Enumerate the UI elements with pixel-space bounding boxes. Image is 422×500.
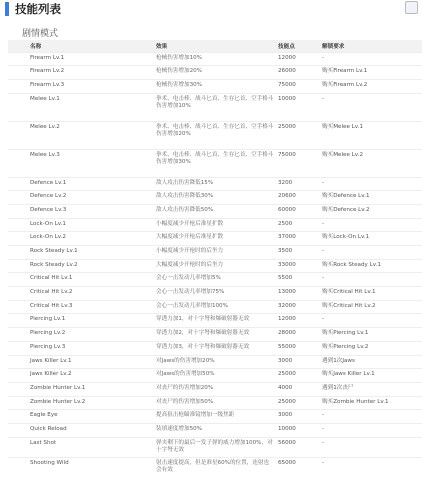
skill-points: 65000 bbox=[278, 459, 296, 466]
skill-effect: 拳术、电击棒、战斗匕首、生存匕首、空手格斗伤害增加10% bbox=[156, 95, 274, 109]
col-requirement-header: 解锁要求 bbox=[322, 43, 345, 50]
skill-points: 75000 bbox=[278, 81, 296, 88]
skill-name: Melee Lv.3 bbox=[30, 151, 60, 158]
skill-points: 75000 bbox=[278, 151, 296, 158]
page-title: 技能列表 bbox=[15, 2, 61, 16]
skill-effect: 拳术、电击棒、战斗匕首、生存匕首、空手格斗伤害增加20% bbox=[156, 123, 274, 137]
skills-table bbox=[8, 40, 422, 477]
skill-requirement: - bbox=[322, 316, 325, 323]
table-row bbox=[8, 369, 422, 383]
skill-effect: 穿透力加1，对十字弩和爆破射器无效 bbox=[156, 316, 250, 323]
skill-requirement: - bbox=[322, 425, 325, 432]
skill-requirement: 购买Firearm Lv.1 bbox=[322, 68, 368, 75]
skill-name: Piercing Lv.2 bbox=[30, 330, 66, 337]
skill-name: Melee Lv.2 bbox=[30, 123, 60, 130]
skill-name: Defence Lv.3 bbox=[30, 206, 67, 213]
table-row bbox=[8, 328, 422, 342]
skill-requirement: 购买Defence Lv.2 bbox=[322, 206, 370, 213]
skill-points: 56000 bbox=[278, 439, 296, 446]
skill-name: Jaws Killer Lv.1 bbox=[30, 357, 72, 364]
table-row bbox=[8, 382, 422, 396]
skill-effect: 对Jaws的伤害增加50% bbox=[156, 371, 215, 378]
skill-requirement: 购买Piercing Lv.1 bbox=[322, 330, 369, 337]
skill-effect: 小幅度减少开枪时的后坐力 bbox=[156, 248, 224, 254]
skill-name: Lock-On Lv.1 bbox=[30, 220, 66, 227]
table-row bbox=[8, 341, 422, 355]
skill-requirement: 购买Melee Lv.2 bbox=[322, 151, 363, 158]
skill-effect: 对丧尸的伤害增加50% bbox=[156, 398, 214, 405]
table-row bbox=[8, 355, 422, 369]
skill-points: 5500 bbox=[278, 275, 293, 282]
skill-effect: 弹夹剩下的最后一发子弹的威力增加100%，对十字弩无效 bbox=[156, 439, 273, 453]
skill-points: 10000 bbox=[278, 95, 296, 102]
skill-name: Zombie Hunter Lv.1 bbox=[30, 384, 86, 391]
expand-icon[interactable] bbox=[405, 1, 418, 14]
skill-requirement: 购买Critical Hit Lv.2 bbox=[322, 302, 376, 309]
skill-name: Critical Hit Lv.2 bbox=[30, 289, 73, 296]
skill-requirement: 购买Rock Steady Lv.1 bbox=[322, 261, 381, 268]
skill-points: 32000 bbox=[278, 302, 296, 309]
skill-points: 10000 bbox=[278, 425, 296, 432]
table-row bbox=[8, 259, 422, 273]
skill-name: Defence Lv.1 bbox=[30, 179, 67, 186]
skill-points: 25000 bbox=[278, 371, 296, 378]
skill-name: Piercing Lv.1 bbox=[30, 316, 66, 323]
skill-requirement: 购买Defence Lv.1 bbox=[322, 193, 370, 200]
skill-effect: 枪械伤害增加30% bbox=[156, 81, 202, 88]
table-row bbox=[8, 177, 422, 191]
skill-effect: 会心一击发动几率增加100% bbox=[156, 302, 228, 309]
skill-effect: 枪械伤害增加20% bbox=[156, 68, 202, 75]
skill-requirement: 遇到1次丧尸 bbox=[322, 384, 354, 391]
skill-name: Defence Lv.2 bbox=[30, 193, 67, 200]
skill-points: 33000 bbox=[278, 261, 296, 268]
col-points-header: 技能点 bbox=[278, 43, 295, 50]
skill-points: 25000 bbox=[278, 398, 296, 405]
header-accent-bar bbox=[5, 2, 9, 16]
table-row bbox=[8, 66, 422, 80]
skill-name: Last Shot bbox=[30, 439, 57, 446]
skill-points: 3000 bbox=[278, 357, 293, 364]
skill-points: 13000 bbox=[278, 289, 296, 296]
skill-effect: 射击速度提高，但是准星60%的位置，连射也会有效 bbox=[156, 459, 270, 473]
skill-points: 20600 bbox=[278, 193, 296, 200]
skill-name: Zombie Hunter Lv.2 bbox=[30, 398, 86, 405]
skill-effect: 穿透力加3，对十字弩和爆破射器无效 bbox=[156, 343, 250, 350]
skill-name: Firearm Lv.2 bbox=[30, 68, 65, 75]
skill-points: 28000 bbox=[278, 330, 296, 337]
skill-points: 3200 bbox=[278, 179, 293, 186]
skill-effect: 装填速度增加50% bbox=[156, 425, 202, 432]
skill-requirement: - bbox=[322, 95, 325, 102]
skill-requirement: 遇到1次Jaws bbox=[322, 357, 355, 364]
skill-requirement: - bbox=[322, 54, 325, 61]
skill-points: 3500 bbox=[278, 248, 293, 254]
skill-requirement: - bbox=[322, 179, 325, 186]
skill-name: Melee Lv.1 bbox=[30, 95, 60, 102]
skill-name: Rock Steady Lv.1 bbox=[30, 248, 78, 254]
skill-requirement: 购买Zombie Hunter Lv.1 bbox=[322, 398, 389, 405]
skill-points: 12000 bbox=[278, 54, 296, 61]
table-header-row bbox=[8, 40, 422, 52]
table-row bbox=[8, 273, 422, 287]
skill-requirement: 购买Jaws Killer Lv.1 bbox=[322, 371, 375, 378]
skill-name: Lock-On Lv.2 bbox=[30, 234, 66, 241]
table-row bbox=[8, 218, 422, 232]
skill-name: Firearm Lv.1 bbox=[30, 54, 65, 61]
skill-effect: 枪械伤害增加10% bbox=[156, 54, 202, 61]
table-row bbox=[8, 410, 422, 424]
skill-name: Critical Hit Lv.3 bbox=[30, 302, 73, 309]
col-name-header: 名称 bbox=[30, 43, 42, 50]
table-row bbox=[8, 437, 422, 457]
skill-requirement: - bbox=[322, 412, 325, 419]
col-effect-header: 效果 bbox=[156, 43, 168, 50]
table-row bbox=[8, 457, 422, 477]
skill-name: Rock Steady Lv.2 bbox=[30, 261, 78, 268]
table-row bbox=[8, 287, 422, 301]
skill-name: Piercing Lv.3 bbox=[30, 343, 66, 350]
skill-requirement: - bbox=[322, 248, 325, 254]
skill-name: Eagle Eye bbox=[30, 412, 58, 419]
skill-effect: 穿透力加2，对十字弩和爆破射器无效 bbox=[156, 330, 250, 337]
skill-points: 60000 bbox=[278, 206, 296, 213]
skill-name: Jaws Killer Lv.2 bbox=[30, 371, 72, 378]
skill-points: 55000 bbox=[278, 343, 296, 350]
table-row bbox=[8, 121, 422, 149]
table-row bbox=[8, 149, 422, 177]
table-row bbox=[8, 191, 422, 205]
skill-requirement: - bbox=[322, 459, 325, 466]
skill-requirement: 购买Critical Hit Lv.1 bbox=[322, 289, 376, 296]
table-row bbox=[8, 314, 422, 328]
skill-effect: 提高狙击枪瞄准镜增加一级焦距 bbox=[156, 412, 235, 419]
skill-requirement: 购买Piercing Lv.2 bbox=[322, 343, 369, 350]
section-title: 剧情模式 bbox=[22, 29, 59, 39]
table-row bbox=[8, 246, 422, 260]
skill-requirement: 购买Lock-On Lv.1 bbox=[322, 234, 370, 241]
skill-effect: 会心一击发动几率增加75% bbox=[156, 289, 225, 296]
skill-requirement: - bbox=[322, 275, 325, 282]
skill-points: 37000 bbox=[278, 234, 296, 241]
skill-points: 26000 bbox=[278, 68, 296, 75]
table-row bbox=[8, 93, 422, 121]
skill-effect: 小幅度减少开枪后准星扩散 bbox=[156, 220, 224, 227]
skill-requirement: 购买Firearm Lv.2 bbox=[322, 81, 368, 88]
skill-name: Shooting Wild bbox=[30, 459, 69, 466]
skill-points: 3000 bbox=[278, 412, 293, 419]
table-row bbox=[8, 52, 422, 66]
skill-name: Critical Hit Lv.1 bbox=[30, 275, 73, 282]
skill-effect: 大幅度减少开枪时的后坐力 bbox=[156, 261, 224, 268]
skill-name: Quick Reload bbox=[30, 425, 67, 432]
skill-points: 4000 bbox=[278, 384, 293, 391]
skill-effect: 敌人攻击伤害降低30% bbox=[156, 193, 214, 200]
skill-effect: 对Jaws的伤害增加20% bbox=[156, 357, 215, 364]
table-row bbox=[8, 232, 422, 246]
skill-points: 12000 bbox=[278, 316, 296, 323]
skill-effect: 敌人攻击伤害降低15% bbox=[156, 179, 214, 186]
table-row bbox=[8, 204, 422, 218]
skill-points: 2500 bbox=[278, 220, 293, 227]
skill-effect: 对丧尸的伤害增加20% bbox=[156, 384, 214, 391]
skill-effect: 拳术、电击棒、战斗匕首、生存匕首、空手格斗伤害增加30% bbox=[156, 151, 274, 165]
table-row bbox=[8, 79, 422, 93]
skill-name: Firearm Lv.3 bbox=[30, 81, 65, 88]
table-row bbox=[8, 300, 422, 314]
table-row bbox=[8, 423, 422, 437]
table-row bbox=[8, 396, 422, 410]
skill-effect: 会心一击发动几率增加5% bbox=[156, 275, 221, 282]
skill-requirement: - bbox=[322, 220, 325, 227]
skill-requirement: - bbox=[322, 439, 325, 446]
skill-effect: 敌人攻击伤害降低50% bbox=[156, 206, 214, 213]
skill-points: 25000 bbox=[278, 123, 296, 130]
page-header bbox=[0, 0, 422, 18]
skill-effect: 大幅度减少开枪后准星扩散 bbox=[156, 234, 224, 241]
skill-requirement: 购买Melee Lv.1 bbox=[322, 123, 363, 130]
